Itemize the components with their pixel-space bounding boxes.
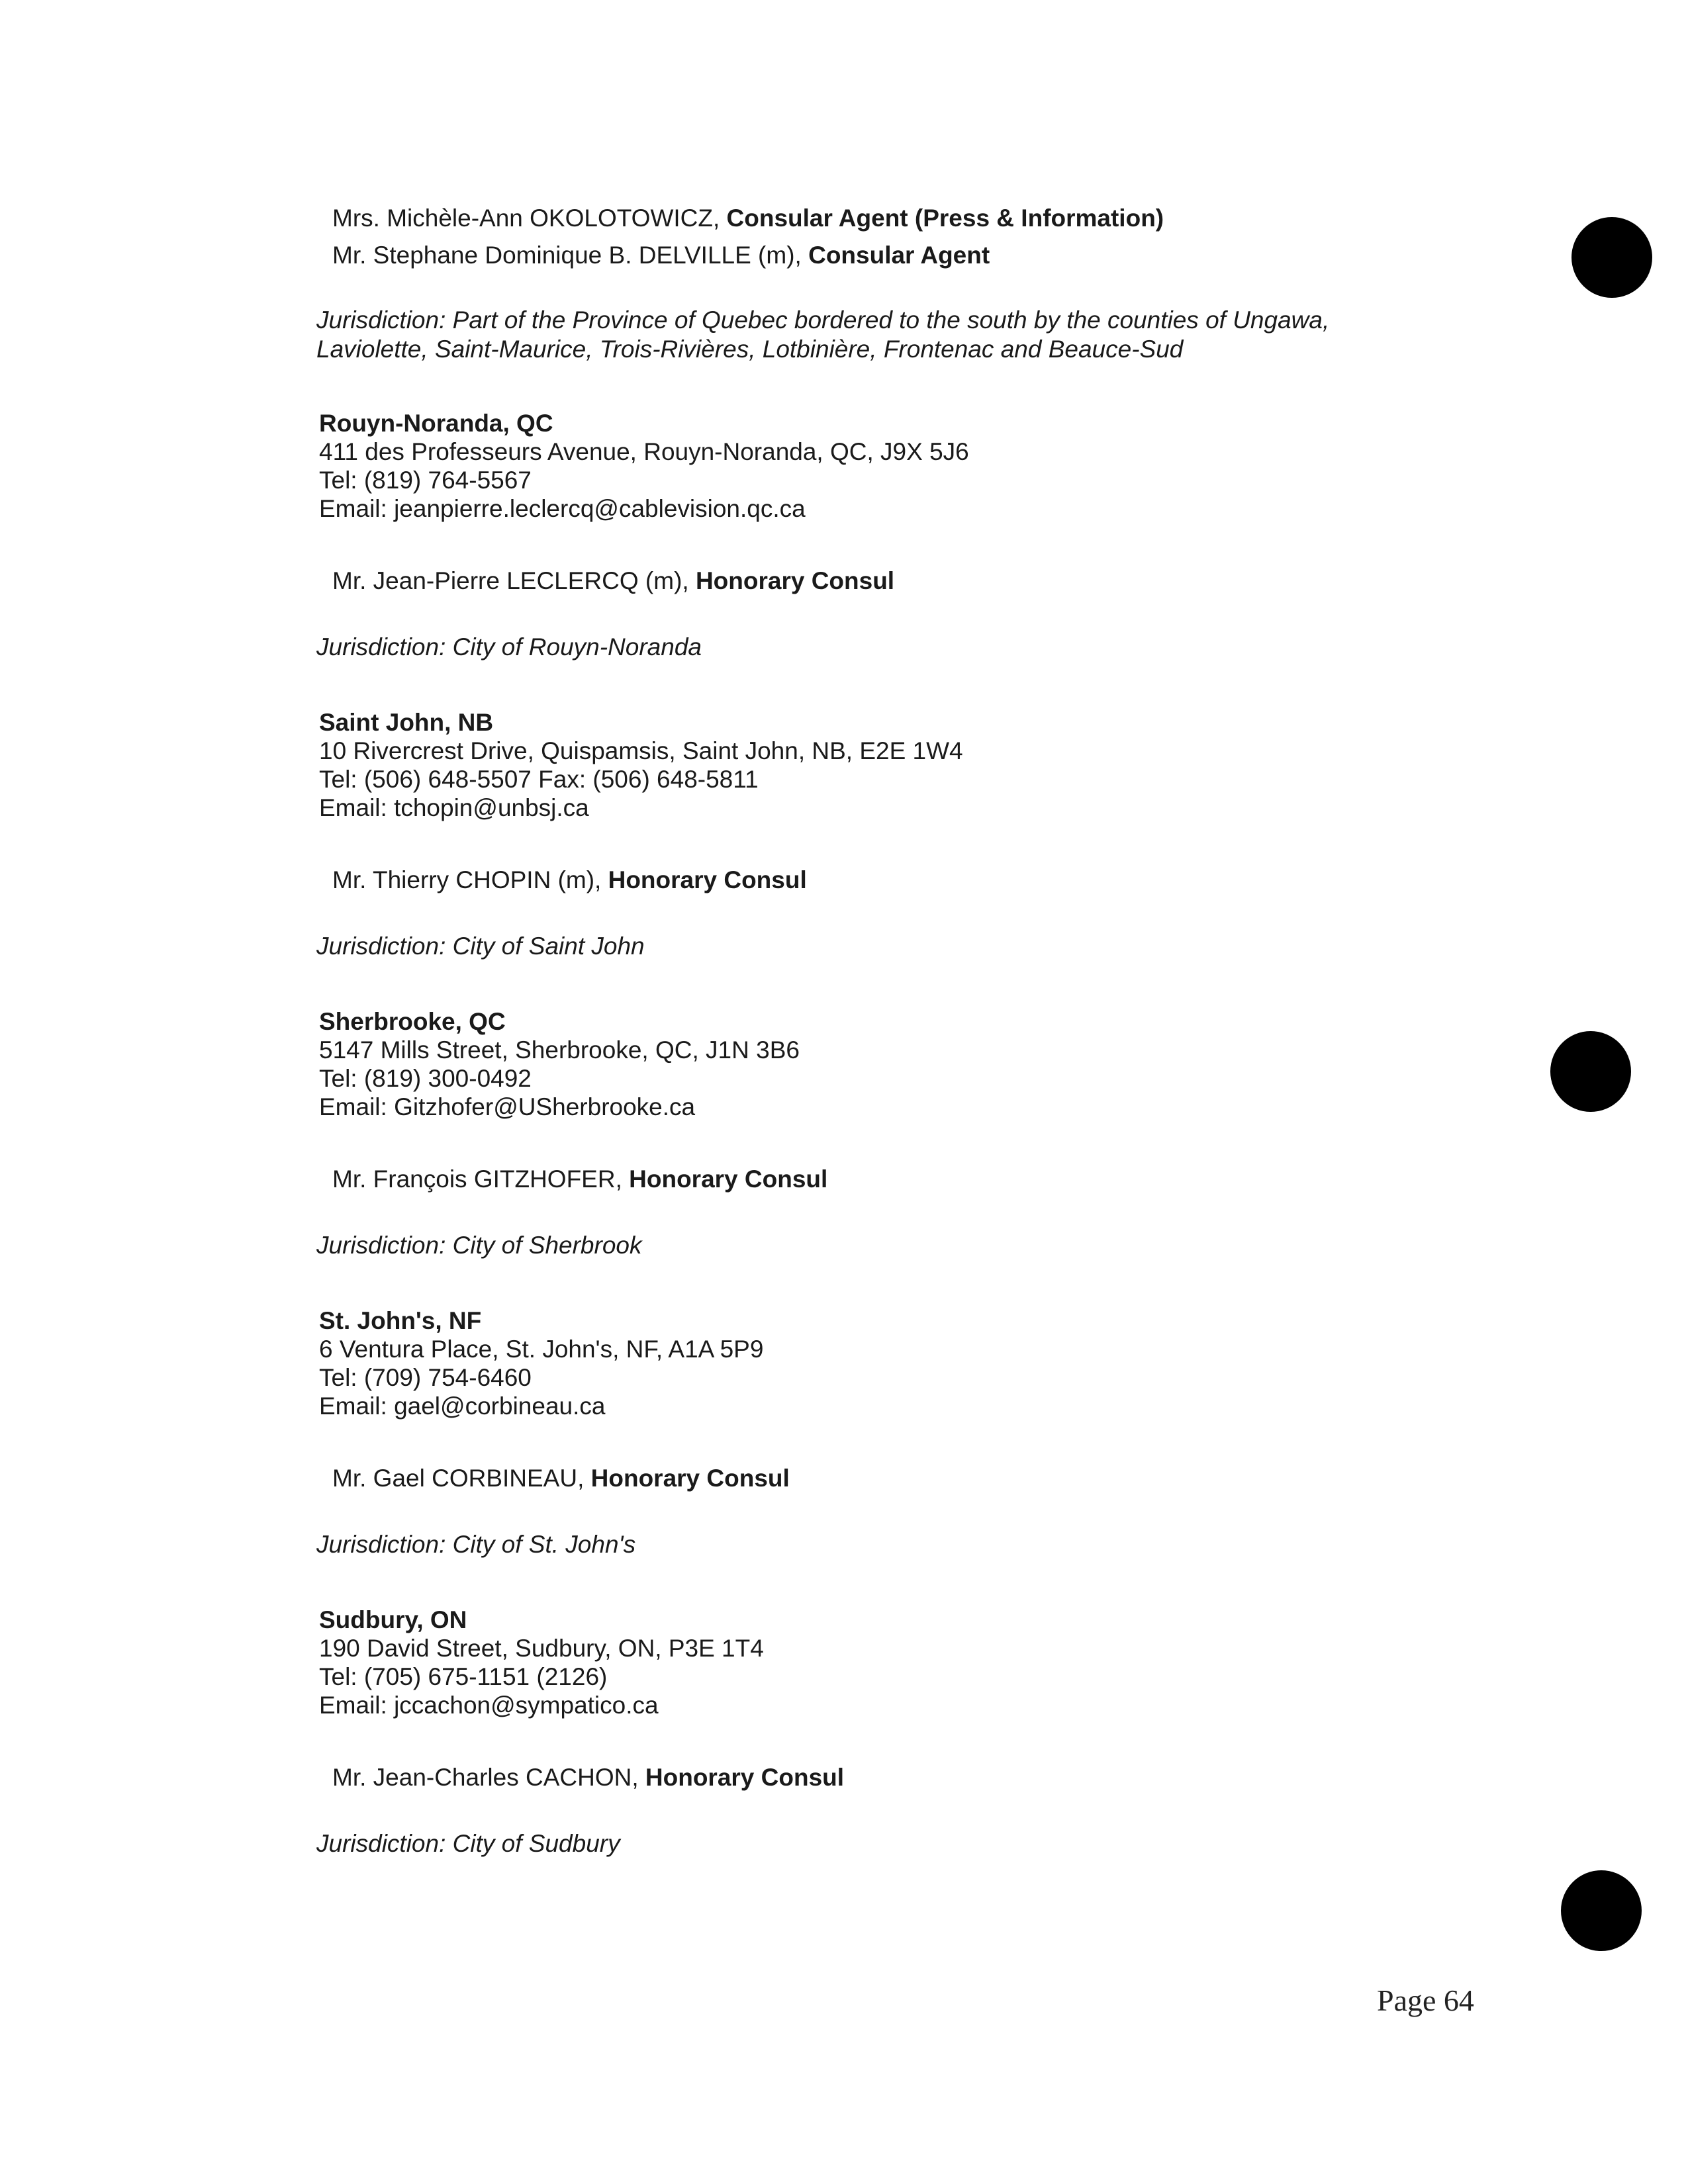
consulate-email: Email: gael@corbineau.ca [319,1392,606,1420]
consul-name: Mr. Thierry CHOPIN (m), [332,866,608,893]
consul-line [332,1763,844,1792]
punch-hole-icon [1561,1870,1642,1951]
consulate-city: St. John's, NF [319,1307,482,1334]
jurisdiction-text: Jurisdiction: City of Saint John [316,933,645,960]
punch-hole-icon [1550,1031,1631,1112]
jurisdiction-text: Jurisdiction: Part of the Province of Quebec bordered to the south by the counties of Ungawa, Laviolette, Saint-Maurice, Trois-Rivières, Lotbinière, Frontenac and Beauce-Sud [316,306,1330,363]
consul-name: Mr. Jean-Pierre LECLERCQ (m), [332,567,696,594]
consulate-phone: Tel: (506) 648-5507 Fax: (506) 648-5811 [319,766,759,793]
consulate-email: Email: jeanpierre.leclercq@cablevision.qc.ca [319,495,806,522]
jurisdiction-text: Jurisdiction: City of St. John's [316,1531,636,1558]
staff-line-2 [332,241,990,270]
consulate-address: 6 Ventura Place, St. John's, NF, A1A 5P9 [319,1336,764,1363]
jurisdiction-text: Jurisdiction: City of Sherbrook [316,1232,642,1259]
consul-role: Honorary Consul [645,1764,845,1791]
page-number: Page 64 [1377,1983,1474,2017]
staff-name: Mrs. Michèle-Ann OKOLOTOWICZ, [332,205,727,232]
staff-line-1 [332,204,1164,233]
consulate-address: 5147 Mills Street, Sherbrooke, QC, J1N 3B6 [319,1036,800,1064]
jurisdiction-text: Jurisdiction: City of Rouyn-Noranda [316,633,702,660]
consul-role: Honorary Consul [590,1465,790,1492]
consulate-email: Email: tchopin@unbsj.ca [319,794,589,821]
consulate-phone: Tel: (819) 764-5567 [319,467,532,494]
consulate-address: 411 des Professeurs Avenue, Rouyn-Noranda, QC, J9X 5J6 [319,438,969,465]
consulate-phone: Tel: (709) 754-6460 [319,1364,532,1391]
consulate-city: Rouyn-Noranda, QC [319,410,553,437]
staff-role: Consular Agent (Press & Information) [726,205,1164,232]
consul-role: Honorary Consul [608,866,807,893]
consulate-phone: Tel: (705) 675-1151 (2126) [319,1663,608,1690]
consul-role: Honorary Consul [629,1165,828,1193]
staff-name: Mr. Stephane Dominique B. DELVILLE (m), [332,242,809,269]
staff-role: Consular Agent [808,242,990,269]
consul-line [332,1464,790,1493]
jurisdiction-label: Jurisdiction: [316,306,446,334]
consul-name: Mr. Jean-Charles CACHON, [332,1764,645,1791]
jurisdiction-text: Jurisdiction: City of Sudbury [316,1830,620,1857]
consul-name: Mr. Gael CORBINEAU, [332,1465,591,1492]
consulate-city: Saint John, NB [319,709,494,736]
punch-hole-icon [1571,217,1652,298]
consulate-email: Email: Gitzhofer@USherbrooke.ca [319,1093,696,1120]
consulate-address: 10 Rivercrest Drive, Quispamsis, Saint John, NB, E2E 1W4 [319,737,963,764]
consulate-phone: Tel: (819) 300-0492 [319,1065,532,1092]
consulate-address: 190 David Street, Sudbury, ON, P3E 1T4 [319,1635,764,1662]
consulate-city: Sudbury, ON [319,1606,467,1633]
consul-line [332,567,894,596]
consul-line [332,1165,827,1194]
consulate-email: Email: jccachon@sympatico.ca [319,1692,659,1719]
consul-role: Honorary Consul [695,567,895,594]
consul-line [332,866,807,895]
consulate-city: Sherbrooke, QC [319,1008,506,1035]
consul-name: Mr. François GITZHOFER, [332,1165,630,1193]
